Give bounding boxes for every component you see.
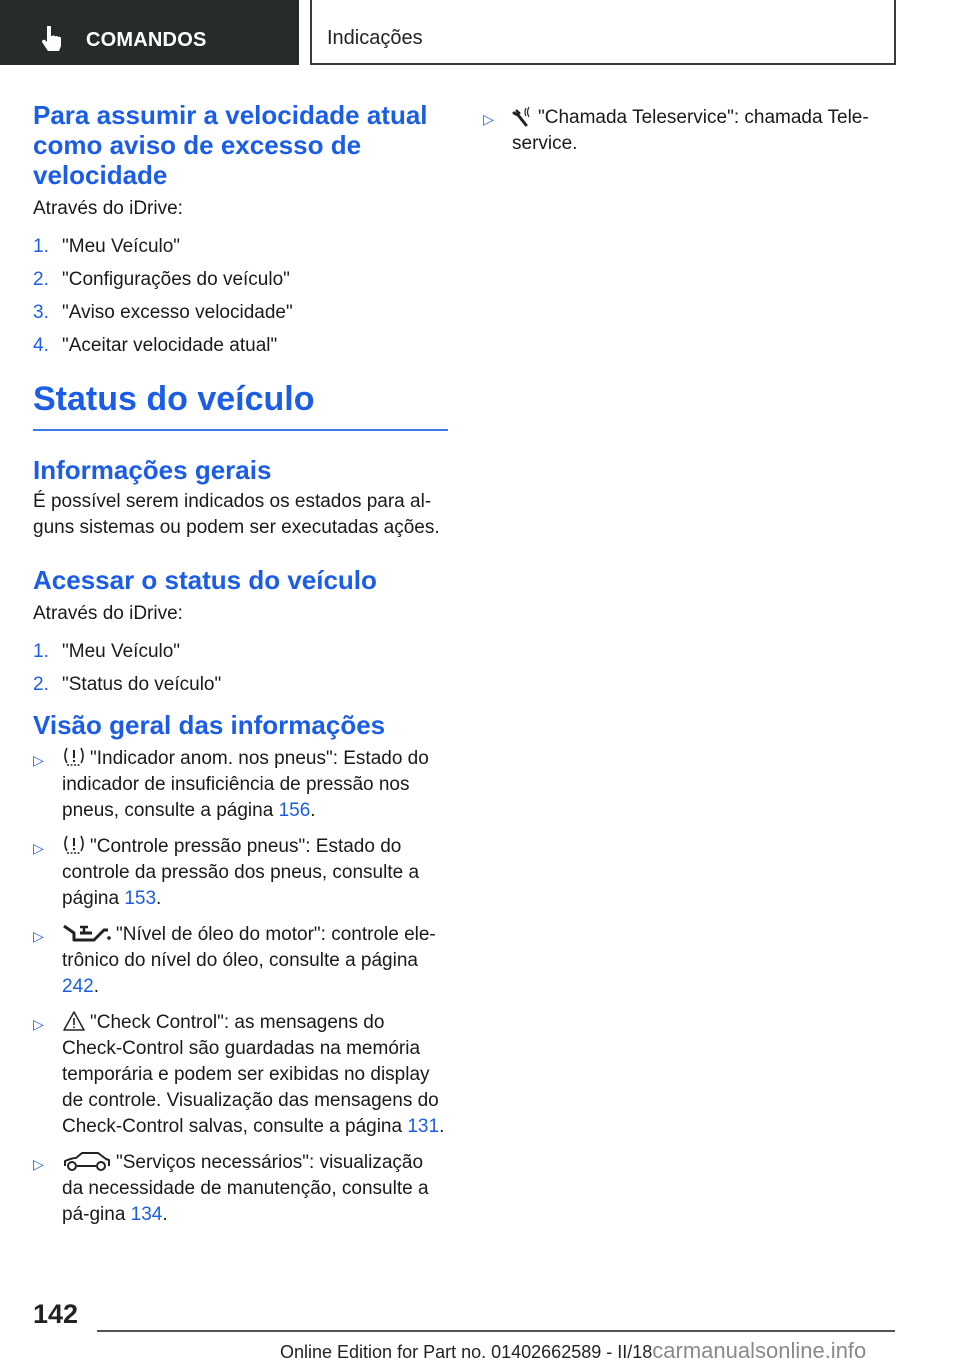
right-column xyxy=(483,100,898,167)
list-item: ▷ "Serviços necessários": visualização da necessidade de manutenção, consulte a pá-gina 134. xyxy=(33,1152,429,1225)
car-service-icon xyxy=(62,1150,112,1172)
edition-text: Online Edition for Part no. 01402662589 - II/18 xyxy=(280,1342,653,1362)
page-link[interactable]: 156 xyxy=(278,800,311,821)
step-item: 3. "Aviso excesso velocidade" xyxy=(33,302,293,323)
step-item: 2. "Status do veículo" xyxy=(33,674,222,695)
list-item: ▷ "Indicador anom. nos pneus": Estado do indicador de insuficiência de pressão nos pneus, consulte a página 156. xyxy=(33,748,429,821)
speed-heading: Para assumir a velocidade atual como aviso de excesso de velocidade xyxy=(33,100,428,190)
page-number: 142 xyxy=(33,1299,79,1329)
step-item: 1. "Meu Veículo" xyxy=(33,641,181,662)
bullet-triangle-icon: ▷ xyxy=(33,1156,44,1172)
general-heading: Informações gerais xyxy=(33,455,272,485)
watermark: carmanualsonline.info xyxy=(652,1338,867,1362)
list-item: ▷ "Chamada Teleservice": chamada Tele-service. xyxy=(483,107,869,154)
bullet-triangle-icon: ▷ xyxy=(33,928,44,944)
access-intro: Através do iDrive: xyxy=(33,603,183,624)
list-item: ▷ "Nível de óleo do motor": controle ele-trônico do nível do óleo, consulte a página 242. xyxy=(33,924,436,997)
hand-pointer-icon xyxy=(40,26,64,52)
left-column xyxy=(33,100,448,1238)
footer-divider xyxy=(97,1330,895,1332)
overview-list xyxy=(33,746,448,1228)
general-text: É possível serem indicados os estados para al-guns sistemas ou podem ser executadas ações. xyxy=(33,491,440,538)
step-item: 4. "Aceitar velocidade atual" xyxy=(33,335,278,356)
step-item: 2. "Configurações do veículo" xyxy=(33,269,290,290)
chapter-tab xyxy=(0,0,299,65)
oil-can-icon xyxy=(62,922,112,944)
access-steps xyxy=(33,639,448,698)
chapter-title: COMANDOS xyxy=(86,29,207,51)
warning-triangle-icon xyxy=(62,1010,86,1032)
bullet-triangle-icon: ▷ xyxy=(33,1016,44,1032)
speed-intro: Através do iDrive: xyxy=(33,198,183,219)
step-item: 1. "Meu Veículo" xyxy=(33,236,181,257)
teleservice-wrench-icon xyxy=(512,105,534,127)
page-link[interactable]: 134 xyxy=(130,1204,163,1225)
heading-divider xyxy=(33,429,448,431)
bullet-triangle-icon: ▷ xyxy=(483,111,494,127)
edition-info xyxy=(280,1338,866,1362)
bullet-triangle-icon: ▷ xyxy=(33,840,44,856)
access-heading: Acessar o status do veículo xyxy=(33,565,377,595)
status-heading: Status do veículo xyxy=(33,380,315,418)
tire-pressure-warning-icon xyxy=(62,746,86,768)
page-link[interactable]: 131 xyxy=(407,1116,440,1137)
section-title: Indicações xyxy=(327,27,423,49)
bullet-triangle-icon: ▷ xyxy=(33,752,44,768)
list-item: ▷ "Check Control": as mensagens do Check-Control são guardadas na memória temporária e podem ser exibidas no display de controle. Visualização das mensagens do Check-Control salvas, consulte a página 131. xyxy=(33,1012,445,1137)
tire-pressure-warning-icon xyxy=(62,834,86,856)
section-tab xyxy=(310,0,896,65)
speed-steps xyxy=(33,234,448,359)
overview-heading: Visão geral das informações xyxy=(33,710,386,740)
teleservice-list xyxy=(483,105,898,157)
page-link[interactable]: 153 xyxy=(124,888,157,909)
list-item: ▷ "Controle pressão pneus": Estado do controle da pressão dos pneus, consulte a página 153. xyxy=(33,836,420,909)
page-link[interactable]: 242 xyxy=(62,976,94,997)
